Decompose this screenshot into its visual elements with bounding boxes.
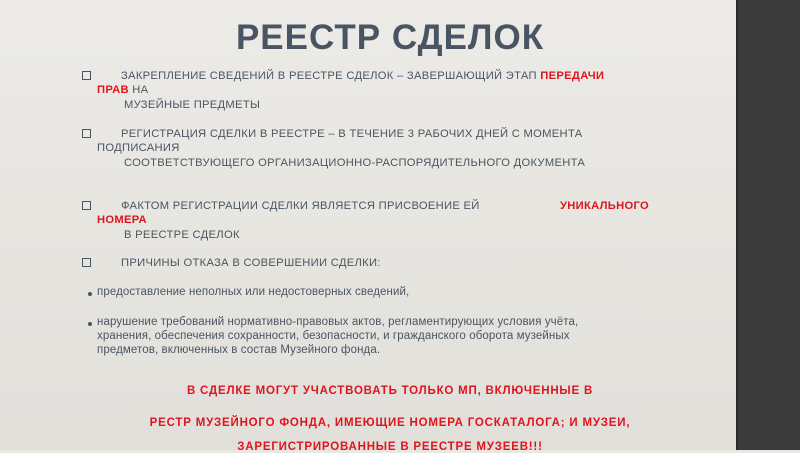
item-1-highlight-2: ПРАВ	[97, 84, 129, 96]
item-1-line-2	[97, 84, 148, 97]
item-2-line-2: ПОДПИСАНИЯ	[97, 142, 180, 154]
item-3-line-1	[121, 200, 480, 213]
item-1-text-2: НА	[128, 84, 149, 96]
item-1-highlight: ПЕРЕДАЧИ	[540, 70, 605, 82]
item-4-line-1: ПРИЧИНЫ ОТКАЗА В СОВЕРШЕНИИ СДЕЛКИ:	[121, 257, 381, 269]
item-3-highlight: УНИКАЛЬНОГО	[560, 200, 649, 212]
item-1-line-3: МУЗЕЙНЫЕ ПРЕДМЕТЫ	[124, 99, 261, 111]
item-3-line-3: В РЕЕСТРЕ СДЕЛОК	[124, 229, 240, 241]
note-line-1: В СДЕЛКЕ МОГУТ УЧАСТВОВАТЬ ТОЛЬКО МП, ВКЛЮЧЕННЫЕ В	[186, 385, 594, 397]
bullet-dot-icon	[88, 322, 92, 326]
bullet-dot-icon	[88, 292, 92, 296]
reason-2-line-2: хранения, обеспечения сохранности, безопасности, и гражданского оборота музейных	[97, 330, 570, 342]
reason-1: предоставление неполных или недостоверных сведений,	[97, 286, 410, 298]
checkbox-bullet-icon	[82, 129, 91, 138]
note-line-2: РЕСТР МУЗЕЙНОГО ФОНДА, ИМЕЮЩИЕ НОМЕРА ГОСКАТАЛОГА; И МУЗЕИ,	[149, 417, 631, 429]
reason-2-line-1: нарушение требований нормативно-правовых актов, регламентирующих условия учёта,	[97, 316, 579, 328]
slide-title: РЕЕСТР СДЕЛОК	[235, 18, 545, 57]
item-3-text: ФАКТОМ РЕГИСТРАЦИИ СДЕЛКИ ЯВЛЯЕТСЯ ПРИСВОЕНИЕ ЕЙ	[121, 200, 480, 212]
checkbox-bullet-icon	[82, 201, 91, 210]
item-1-line-1	[121, 70, 604, 83]
checkbox-bullet-icon	[82, 258, 91, 267]
reason-2-line-3: предметов, включенных в состав Музейного фонда.	[97, 344, 381, 356]
note-line-3: ЗАРЕГИСТРИРОВАННЫЕ В РЕЕСТРЕ МУЗЕЕВ!!!	[237, 441, 543, 453]
item-2-line-1: РЕГИСТРАЦИЯ СДЕЛКИ В РЕЕСТРЕ – В ТЕЧЕНИЕ 3 РАБОЧИХ ДНЕЙ С МОМЕНТА	[121, 128, 583, 140]
checkbox-bullet-icon	[82, 71, 91, 80]
item-1-text: ЗАКРЕПЛЕНИЕ СВЕДЕНИЙ В РЕЕСТРЕ СДЕЛОК – ЗАВЕРШАЮЩИЙ ЭТАП	[121, 70, 541, 82]
item-3-highlight-2: НОМЕРА	[97, 214, 147, 226]
item-2-line-3: СООТВЕТСТВУЮЩЕГО ОРГАНИЗАЦИОННО-РАСПОРЯДИТЕЛЬНОГО ДОКУМЕНТА	[124, 157, 586, 169]
